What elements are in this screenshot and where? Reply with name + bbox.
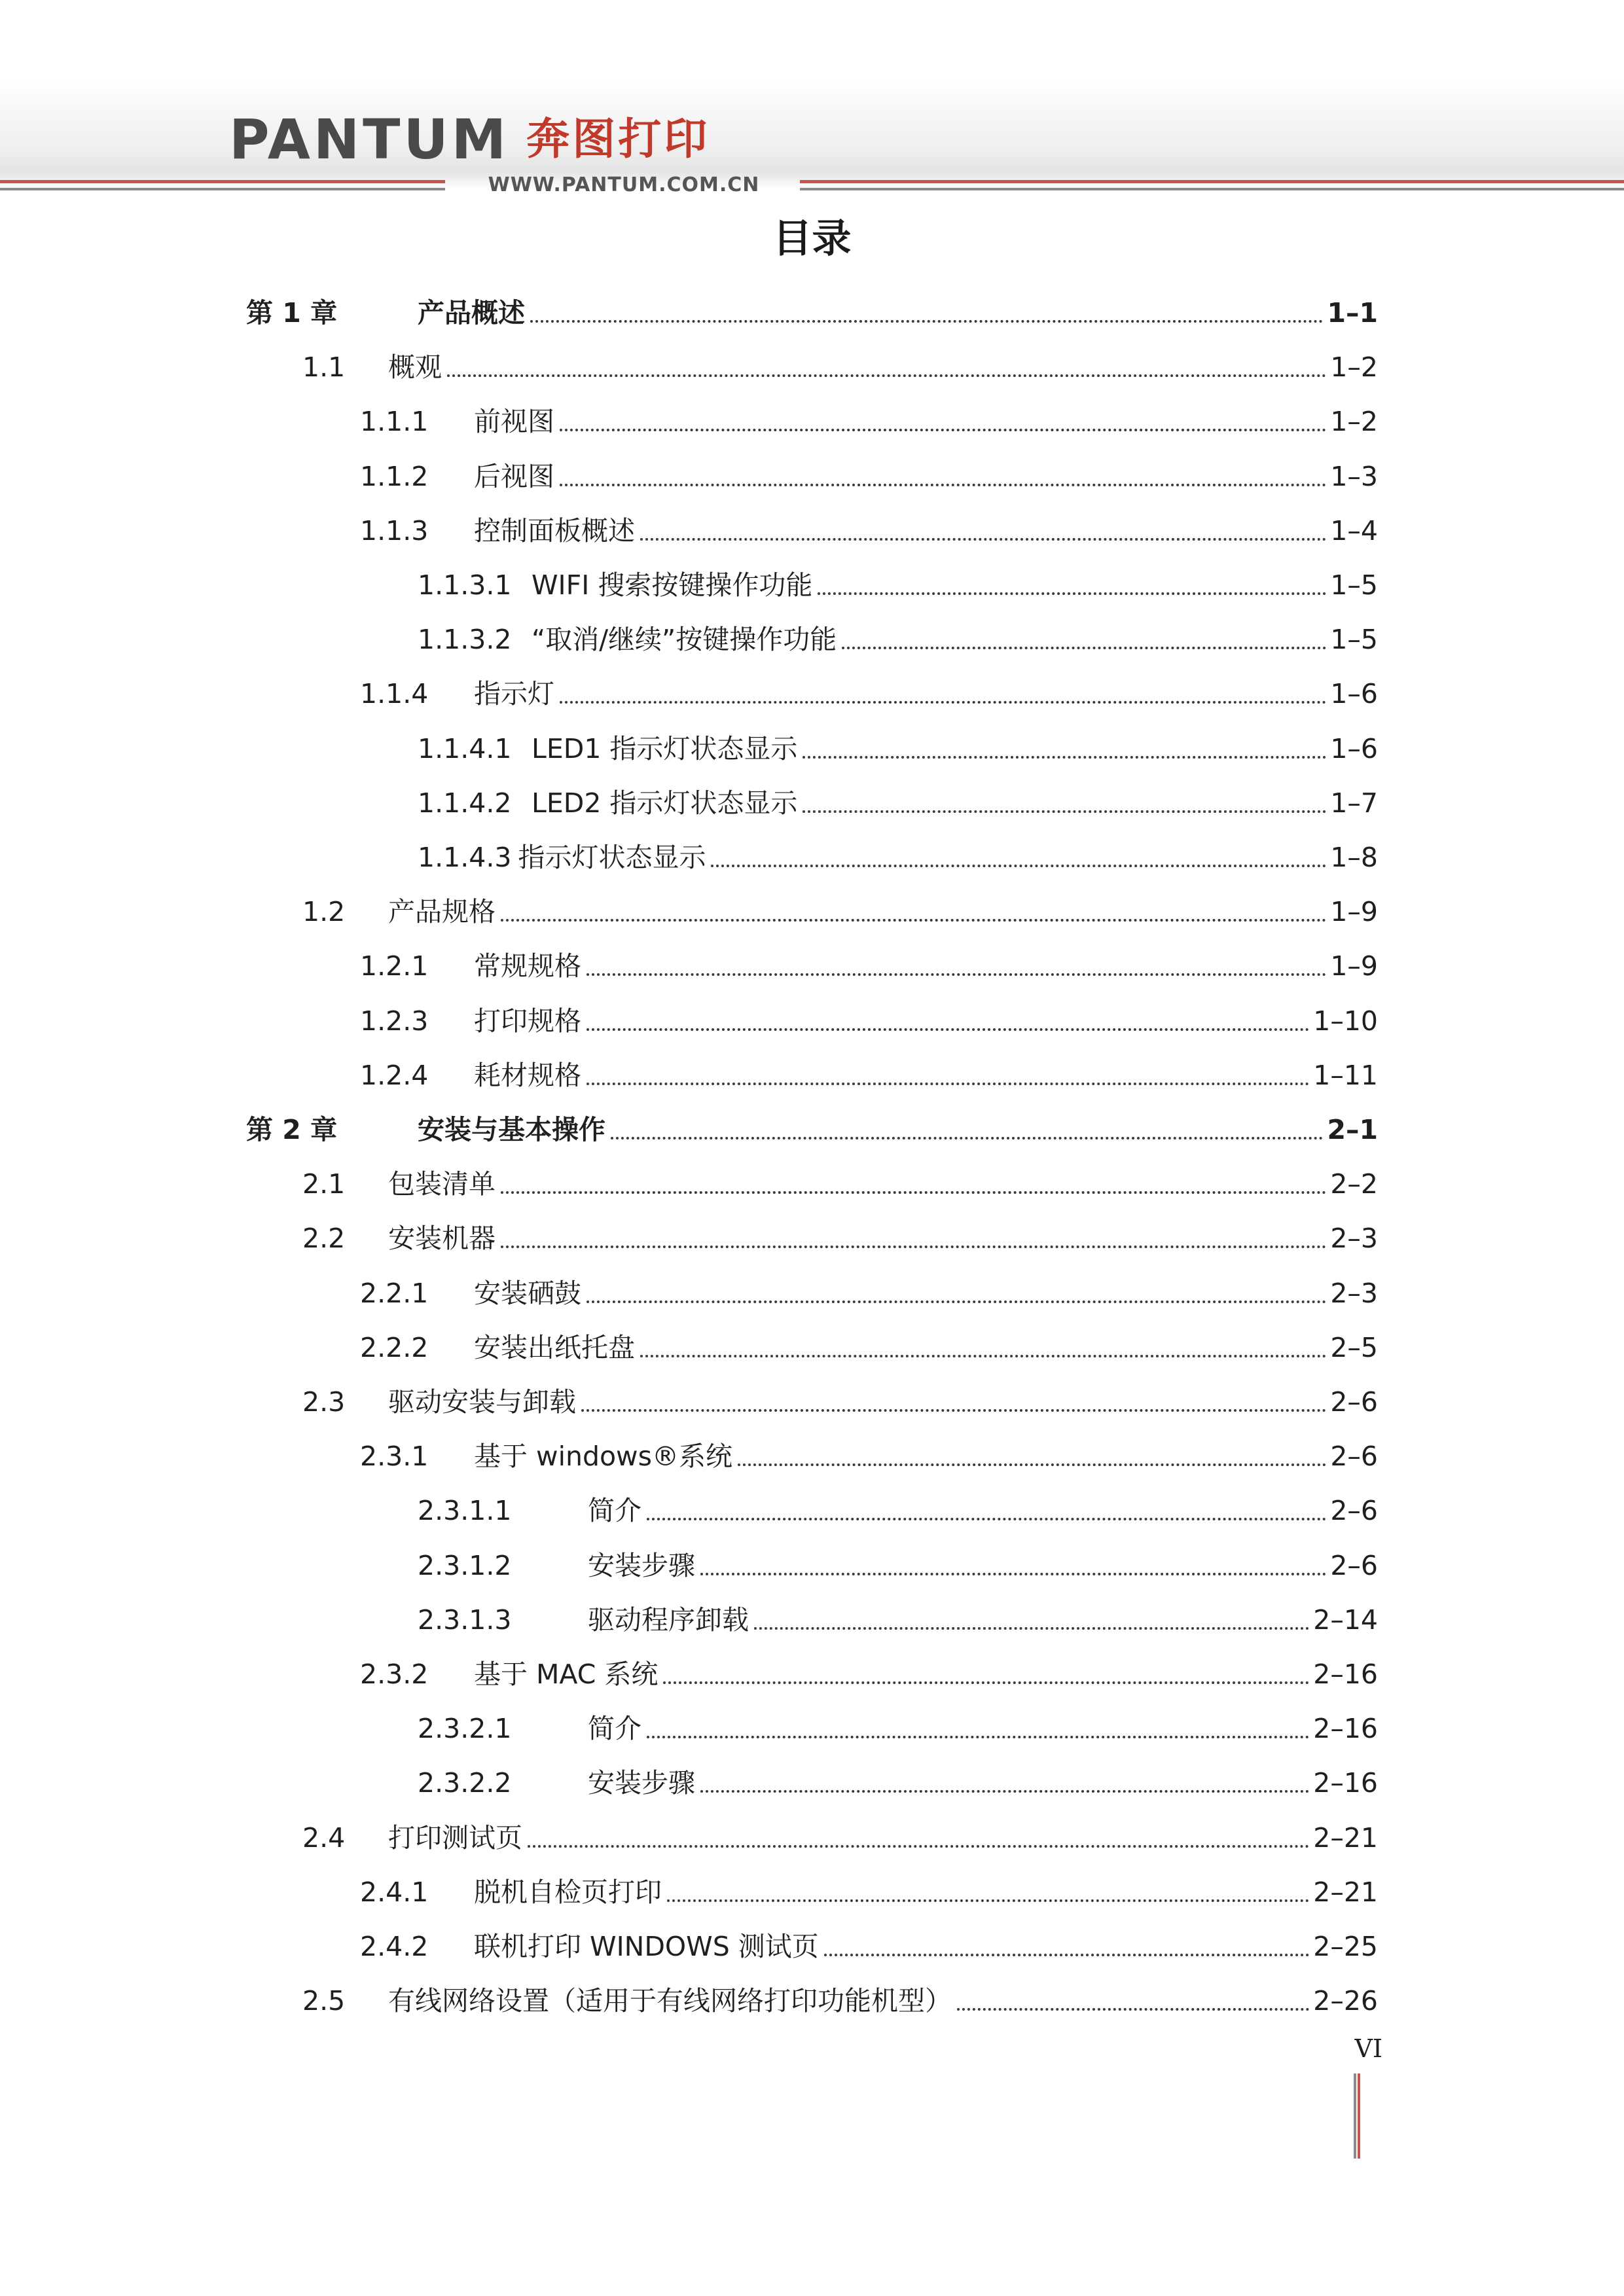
toc-entry-title: 安装步骤 [588,1550,695,1581]
toc-dot-leader [560,480,1326,486]
website-url: WWW.PANTUM.COM.CN [488,173,760,196]
header-rule-right-gray [800,188,1624,190]
toc-entry[interactable] [360,508,1378,554]
toc-entry-number: 2.1 [302,1168,346,1200]
toc-entry-title: 概观 [388,351,442,383]
toc-entry-page: 2–16 [1313,1767,1378,1799]
toc-entry[interactable] [302,1215,1378,1261]
toc-entry[interactable] [418,1488,1378,1534]
toc-dot-leader [560,698,1326,704]
toc-entry[interactable] [360,399,1378,444]
toc-entry-number: 1.2.3 [360,1005,429,1037]
toc-entry-page: 1–3 [1330,461,1378,492]
toc-entry-number: 2.4 [302,1822,346,1854]
toc-entry-page: 2–16 [1313,1659,1378,1690]
toc-entry-page: 2–6 [1330,1441,1378,1472]
toc-dot-leader [586,1297,1326,1303]
toc-entry-number: 1.1.3 [360,515,429,547]
toc-entry-number: 第 2 章 [246,1114,338,1145]
toc-entry-page: 1–9 [1330,950,1378,982]
footer-mark [1354,2073,1363,2159]
toc-dot-leader [501,1188,1326,1194]
toc-entry-number: 1.1.4.3 [418,842,512,873]
toc-dot-leader [586,1079,1309,1085]
toc-dot-leader [667,1896,1309,1902]
toc-entry-title: “取消/继续”按键操作功能 [532,624,837,655]
toc-entry-number: 1.2 [302,896,346,927]
page-title: 目录 [772,216,852,262]
toc-entry-title: 驱动程序卸载 [588,1604,749,1636]
toc-entry-number: 2.2.2 [360,1332,429,1363]
toc-dot-leader [586,1025,1309,1031]
toc-entry-number: 1.2.1 [360,950,429,982]
toc-entry[interactable] [418,834,1378,880]
toc-entry-title: 打印测试页 [388,1822,522,1854]
toc-entry[interactable] [302,1815,1378,1861]
toc-dot-leader [611,1134,1323,1139]
toc-entry-page: 1–8 [1330,842,1378,873]
toc-entry[interactable] [360,1869,1378,1915]
toc-entry-page: 1–2 [1330,351,1378,383]
toc-entry[interactable] [302,1379,1378,1425]
toc-entry-number: 2.3.2 [360,1659,429,1690]
toc-entry-number: 第 1 章 [246,297,338,329]
toc-entry[interactable] [418,726,1378,772]
toc-entry-number: 1.1.4 [360,678,429,709]
toc-entry-number: 1.2.4 [360,1060,429,1091]
toc-dot-leader [647,1732,1309,1738]
toc-entry[interactable] [302,889,1378,935]
toc-dot-leader [663,1678,1309,1684]
toc-entry-page: 1–6 [1330,733,1378,764]
toc-entry[interactable] [360,1433,1378,1479]
toc-chapter-entry[interactable] [246,290,1378,336]
toc-entry-page: 1–4 [1330,515,1378,547]
page-number: VI [1354,2034,1382,2063]
toc-dot-leader [581,1406,1326,1412]
toc-entry-title: 常规规格 [474,950,581,982]
toc-dot-leader [530,317,1323,323]
toc-entry-title: 安装机器 [388,1223,496,1254]
toc-entry-title: 安装与基本操作 [418,1114,605,1145]
toc-entry-page: 1–11 [1313,1060,1378,1091]
toc-entry-page: 2–6 [1330,1550,1378,1581]
toc-entry-number: 2.5 [302,1985,346,2017]
toc-entry-number: 2.3.1 [360,1441,429,1472]
toc-entry[interactable] [302,1978,1378,2024]
toc-entry-page: 2–14 [1313,1604,1378,1636]
toc-dot-leader [818,589,1326,595]
toc-entry[interactable] [418,562,1378,608]
header-rule-left-red [0,180,445,183]
toc-entry-title: 有线网络设置（适用于有线网络打印功能机型） [388,1985,952,2017]
toc-entry-number: 2.4.2 [360,1931,429,1962]
toc-entry-title: 基于 windows®系统 [474,1441,732,1472]
toc-dot-leader [754,1624,1309,1630]
brand-logo [229,107,710,171]
toc-entry[interactable] [302,344,1378,390]
toc-entry-page: 2–2 [1330,1168,1378,1200]
toc-entry-page: 2–25 [1313,1931,1378,1962]
toc-entry-number: 2.3.1.1 [418,1495,512,1526]
toc-entry-number: 2.2 [302,1223,346,1254]
toc-entry-number: 1.1.3.2 [418,624,512,655]
toc-dot-leader [738,1460,1326,1466]
toc-entry-page: 2–21 [1313,1822,1378,1854]
toc-chapter-entry[interactable] [246,1107,1378,1153]
toc-entry-title: 产品概述 [418,297,525,329]
toc-entry-page: 1–7 [1330,787,1378,819]
toc-entry-title: 简介 [588,1495,641,1526]
toc-entry-page: 2–21 [1313,1876,1378,1908]
toc-entry-title: 安装硒鼓 [474,1278,581,1309]
brand-name-en: PANTUM [229,107,510,171]
toc-entry-page: 2–16 [1313,1713,1378,1744]
toc-entry-title: 包装清单 [388,1168,496,1200]
toc-entry-title: 指示灯状态显示 [518,842,706,873]
toc-entry[interactable] [418,617,1378,662]
toc-entry[interactable] [302,1161,1378,1207]
toc-dot-leader [640,1352,1326,1357]
toc-entry-number: 2.4.1 [360,1876,429,1908]
toc-entry-number: 1.1.2 [360,461,429,492]
toc-entry[interactable] [418,1543,1378,1588]
toc-entry-title: 安装步骤 [588,1767,695,1799]
header-rule-right-red [800,180,1624,183]
toc-entry-page: 1–5 [1330,569,1378,601]
toc-entry-number: 2.2.1 [360,1278,429,1309]
toc-entry-title: WIFI 搜索按键操作功能 [532,569,813,601]
toc-entry-number: 1.1.3.1 [418,569,512,601]
toc-entry-number: 1.1 [302,351,346,383]
toc-entry-number: 1.1.4.1 [418,733,512,764]
toc-entry[interactable] [360,1651,1378,1697]
toc-entry-page: 1–9 [1330,896,1378,927]
toc-entry-page: 2–3 [1330,1223,1378,1254]
toc-entry[interactable] [418,1597,1378,1643]
toc-dot-leader [803,807,1326,813]
toc-entry-number: 2.3.1.3 [418,1604,512,1636]
toc-dot-leader [560,425,1326,431]
toc-entry-title: 前视图 [474,406,554,437]
toc-dot-leader [528,1842,1309,1848]
toc-entry-number: 2.3.2.1 [418,1713,512,1744]
toc-dot-leader [501,916,1326,922]
toc-entry-title: 打印规格 [474,1005,581,1037]
toc-entry[interactable] [418,1760,1378,1806]
toc-entry-page: 1–5 [1330,624,1378,655]
toc-dot-leader [824,1950,1309,1956]
toc-entry-number: 2.3.1.2 [418,1550,512,1581]
toc-dot-leader [647,1515,1326,1520]
toc-entry-number: 2.3.2.2 [418,1767,512,1799]
toc-entry-title: 联机打印 WINDOWS 测试页 [474,1931,819,1962]
toc-entry[interactable] [360,998,1378,1044]
toc-entry[interactable] [360,671,1378,717]
toc-entry[interactable] [360,943,1378,989]
toc-dot-leader [842,643,1326,649]
toc-dot-leader [501,1242,1326,1248]
toc-entry-page: 2–5 [1330,1332,1378,1363]
toc-entry-number: 1.1.1 [360,406,429,437]
toc-entry-title: 后视图 [474,461,554,492]
toc-entry-title: 耗材规格 [474,1060,581,1091]
header-rule-left-gray [0,188,445,190]
toc-dot-leader [711,861,1326,867]
toc-dot-leader [700,1787,1309,1793]
toc-entry[interactable] [418,780,1378,826]
toc-entry-title: 驱动安装与卸载 [388,1386,576,1418]
toc-entry-page: 2–3 [1330,1278,1378,1309]
toc-entry-title: 产品规格 [388,896,496,927]
toc-entry-page: 2–6 [1330,1495,1378,1526]
toc-entry-number: 2.3 [302,1386,346,1418]
toc-entry-page: 1–10 [1313,1005,1378,1037]
toc-entry-page: 1–1 [1327,297,1378,329]
toc-entry-title: 安装出纸托盘 [474,1332,635,1363]
toc-entry-page: 1–2 [1330,406,1378,437]
toc-entry-title: 基于 MAC 系统 [474,1659,659,1690]
toc-dot-leader [957,2005,1309,2011]
toc-dot-leader [803,753,1326,759]
toc-entry-page: 1–6 [1330,678,1378,709]
toc-entry-title: 指示灯 [474,678,554,709]
toc-entry[interactable] [360,1270,1378,1316]
toc-entry-page: 2–26 [1313,1985,1378,2017]
toc-dot-leader [700,1570,1326,1575]
brand-name-cn: 奔图打印 [526,114,710,164]
toc-entry-number: 1.1.4.2 [418,787,512,819]
toc-entry-page: 2–6 [1330,1386,1378,1418]
toc-entry-title: 脱机自检页打印 [474,1876,662,1908]
toc-dot-leader [640,535,1326,541]
toc-entry[interactable] [360,1924,1378,1969]
toc-entry[interactable] [360,1325,1378,1371]
toc-dot-leader [447,371,1326,377]
toc-entry[interactable] [360,1052,1378,1098]
toc-entry-title: 简介 [588,1713,641,1744]
toc-entry-page: 2–1 [1327,1114,1378,1145]
toc-entry-title: LED2 指示灯状态显示 [532,787,798,819]
toc-dot-leader [586,970,1326,976]
toc-entry[interactable] [360,454,1378,499]
toc-entry[interactable] [418,1706,1378,1751]
toc-entry-title: 控制面板概述 [474,515,635,547]
toc-entry-title: LED1 指示灯状态显示 [532,733,798,764]
